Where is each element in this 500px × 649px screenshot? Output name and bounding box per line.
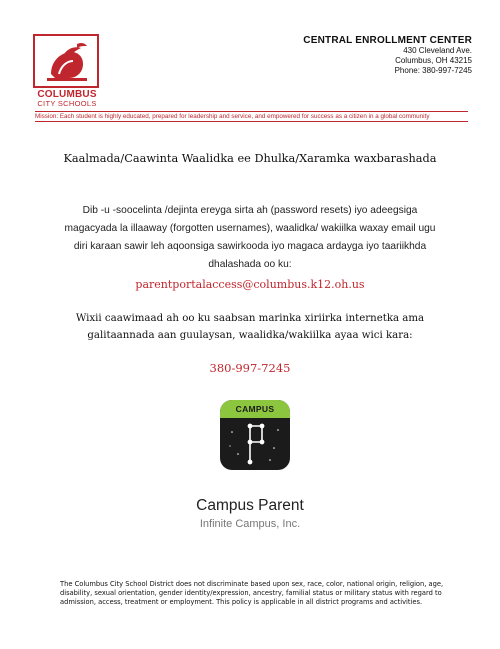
page-heading: Kaalmada/Caawinta Waalidka ee Dhulka/Xaramka waxbarashada <box>63 152 437 165</box>
support-phone-number[interactable]: 380-997-7245 <box>209 361 291 375</box>
support-email-link[interactable]: parentportalaccess@columbus.k12.oh.us <box>135 278 365 291</box>
logo-name-line2: CITY SCHOOLS <box>37 99 97 108</box>
app-name: Campus Parent <box>196 497 304 514</box>
center-title: CENTRAL ENROLLMENT CENTER <box>303 35 472 46</box>
enrollment-center-info <box>303 36 472 76</box>
center-address-line1: 430 Cleveland Ave. <box>403 46 472 55</box>
app-badge-label: CAMPUS <box>220 400 290 418</box>
campus-parent-app-icon <box>220 400 290 470</box>
center-phone: Phone: 380-997-7245 <box>394 66 472 75</box>
mission-bottom-rule <box>35 121 468 122</box>
mission-top-rule <box>35 111 468 112</box>
password-reset-instructions: Dib -u -soocelinta /dejinta ereyga sirta ah (password resets) iyo adeegsiga magacyada la illaaway (forgotten usernames), waalidka/ wakiilka waxay email ugu diri karaan sawir leh aqoonsiga sawirkooda iyo magaca ardayga iyo taariikhda dhalashada oo ku: <box>64 205 436 270</box>
mission-statement: Mission: Each student is highly educated, prepared for leadership and service, and empowered for success as a citizen in a global community <box>35 113 430 120</box>
nondiscrimination-notice: The Columbus City School District does not discriminate based upon sex, race, color, national origin, religion, age, disability, sexual orientation, gender identity/expression, ancestry, familial status or military status with regard to admission, access, treatment or employment. This policy is applicable in all district programs and activities. <box>60 580 444 606</box>
constellation-icon <box>220 418 290 470</box>
logo-wordmark <box>30 90 104 108</box>
center-address-line2: Columbus, OH 43215 <box>395 56 472 65</box>
columbus-city-schools-logo-icon <box>33 34 99 88</box>
logo-name-line1: COLUMBUS <box>37 89 97 100</box>
app-company: Infinite Campus, Inc. <box>199 518 301 530</box>
phone-support-instructions: Wixii caawimaad ah oo ku saabsan marinka xiriirka internetka ama galitaannada aan guulaysan, waalidka/wakiilka ayaa wici kara: <box>75 313 425 341</box>
